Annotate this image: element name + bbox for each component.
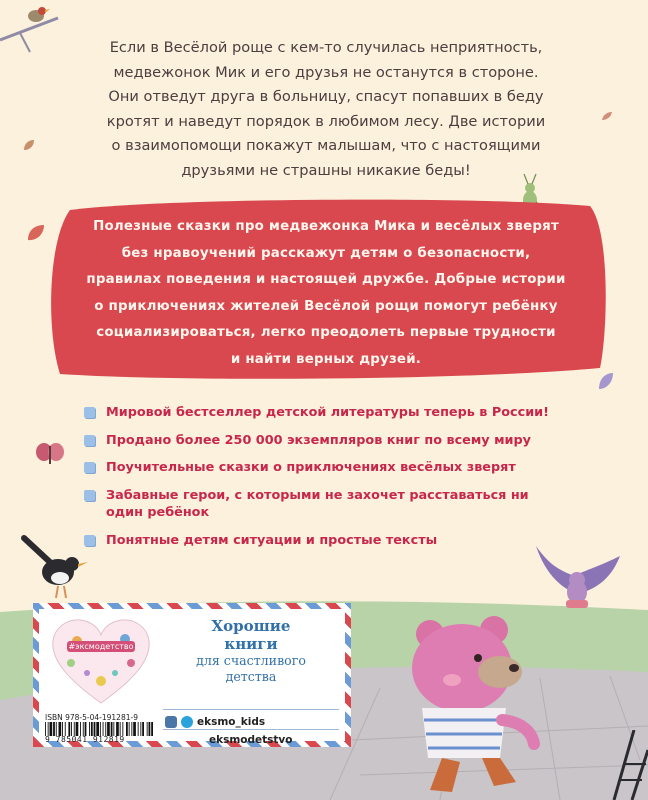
sticker-divider (163, 709, 339, 710)
slogan-line: детства (225, 669, 277, 684)
blob-line: и найти верных друзей. (230, 351, 422, 367)
barcode-bar (56, 722, 57, 736)
magpie-icon (18, 528, 94, 604)
feature-list (84, 404, 554, 559)
slogan (163, 617, 339, 685)
barcode-bar (96, 722, 99, 736)
feature-text: Понятные детям ситуации и простые тексты (106, 532, 438, 548)
barcode-bar (80, 722, 81, 736)
social-row (165, 716, 265, 728)
feature-item (84, 459, 554, 477)
barcode-bar (147, 722, 148, 736)
intro-line: о взаимопомощи покажут малышам, что с настоящими (111, 137, 541, 154)
barcode-bar (151, 722, 153, 736)
blob-line: правилах поведения и настоящей дружбе. Добрые истории (86, 272, 566, 287)
website-link[interactable]: eksmodetstvo (209, 734, 293, 746)
barcode-bar (131, 722, 132, 736)
blob-line: без нравоучений расскажут детям о безопасности, (121, 245, 531, 261)
bench-icon (606, 730, 648, 800)
barcode-bar (126, 722, 128, 736)
barcode-bar (111, 722, 113, 736)
blob-line: Полезные сказки про медвежонка Мика и весёлых зверят (93, 219, 559, 234)
barcode-bar (133, 722, 136, 736)
intro-line: друзьями не страшны никакие беды! (181, 161, 471, 179)
barcode-bar (62, 722, 63, 736)
hashtag-label: #эксмодетство (68, 642, 134, 651)
barcode-bar (116, 722, 119, 736)
barcode-bar (53, 722, 55, 736)
publisher-sticker (33, 603, 351, 747)
square-bullet-icon (84, 407, 95, 418)
barcode (45, 722, 155, 736)
social-handle[interactable]: eksmo_kids (197, 716, 266, 728)
feature-text: Забавные герои, с которыми не захочет расставаться ни один ребёнок (106, 487, 529, 520)
blob-line: о приключениях жителей Весёлой рощи помогут ребёнку (94, 298, 558, 314)
intro-line: Они отведут друга в больницу, спасут попавших в беду (108, 88, 544, 105)
barcode-bar (68, 722, 70, 736)
feature-item (84, 487, 554, 522)
feature-item (84, 404, 554, 422)
barcode-bar (105, 722, 106, 736)
intro-line: кротят и наведут порядок в любимом лесу. Две истории (106, 112, 546, 130)
feature-item (84, 532, 554, 550)
barcode-bar (120, 722, 121, 736)
slogan-line: книги (224, 635, 278, 653)
feature-text: Поучительные сказки о приключениях весёлых зверят (106, 460, 516, 475)
barcode-bar (94, 722, 96, 736)
feature-text: Мировой бестселлер детской литературы теперь в России! (106, 405, 549, 420)
blob-line: социализироваться, легко преодолеть первые трудности (96, 325, 556, 340)
intro-line: Если в Весёлой роще с кем-то случилась неприятность, (109, 39, 543, 56)
barcode-bar (91, 722, 93, 736)
barcode-bar (138, 722, 139, 736)
barcode-bar (83, 722, 84, 736)
bear-character (382, 612, 552, 800)
feature-item (84, 432, 554, 450)
square-bullet-icon (84, 490, 95, 501)
barcode-bar (76, 722, 79, 736)
barcode-bar (140, 722, 141, 736)
barcode-bar (45, 722, 46, 736)
barcode-bar (122, 722, 123, 736)
bat-icon (530, 536, 626, 620)
barcode-bar (149, 722, 151, 736)
barcode-bar (59, 722, 62, 736)
barcode-bar (142, 722, 144, 736)
barcode-bar (129, 722, 130, 736)
barcode-bar (100, 722, 101, 736)
telegram-icon[interactable] (181, 716, 193, 728)
barcode-bar (107, 722, 110, 736)
butterfly-icon (34, 440, 66, 470)
vk-icon[interactable] (165, 716, 177, 728)
barcode-bar (74, 722, 75, 736)
isbn: ISBN 978-5-04-191281-9 (45, 713, 138, 722)
barcode-bar (103, 722, 104, 736)
feature-text: Продано более 250 000 экземпляров книг по всему миру (106, 432, 532, 448)
slogan-line: Хорошие (211, 617, 291, 635)
square-bullet-icon (84, 435, 95, 446)
square-bullet-icon (84, 462, 95, 473)
barcode-bar (71, 722, 72, 736)
sticker-divider (163, 729, 339, 730)
barcode-bar (65, 722, 66, 736)
barcode-bar (89, 722, 90, 736)
barcode-bar (48, 722, 49, 736)
slogan-line: для счастливого (196, 653, 306, 668)
barcode-bar (85, 722, 87, 736)
blob-text (78, 214, 574, 373)
barcode-bar (50, 722, 53, 736)
intro-line: медвежонок Мик и его друзья не останутся в стороне. (113, 63, 539, 81)
heart-icon (47, 615, 155, 707)
barcode-bar (113, 722, 114, 736)
intro-text (60, 36, 592, 183)
barcode-number: 9 785041 912819 (45, 735, 125, 744)
